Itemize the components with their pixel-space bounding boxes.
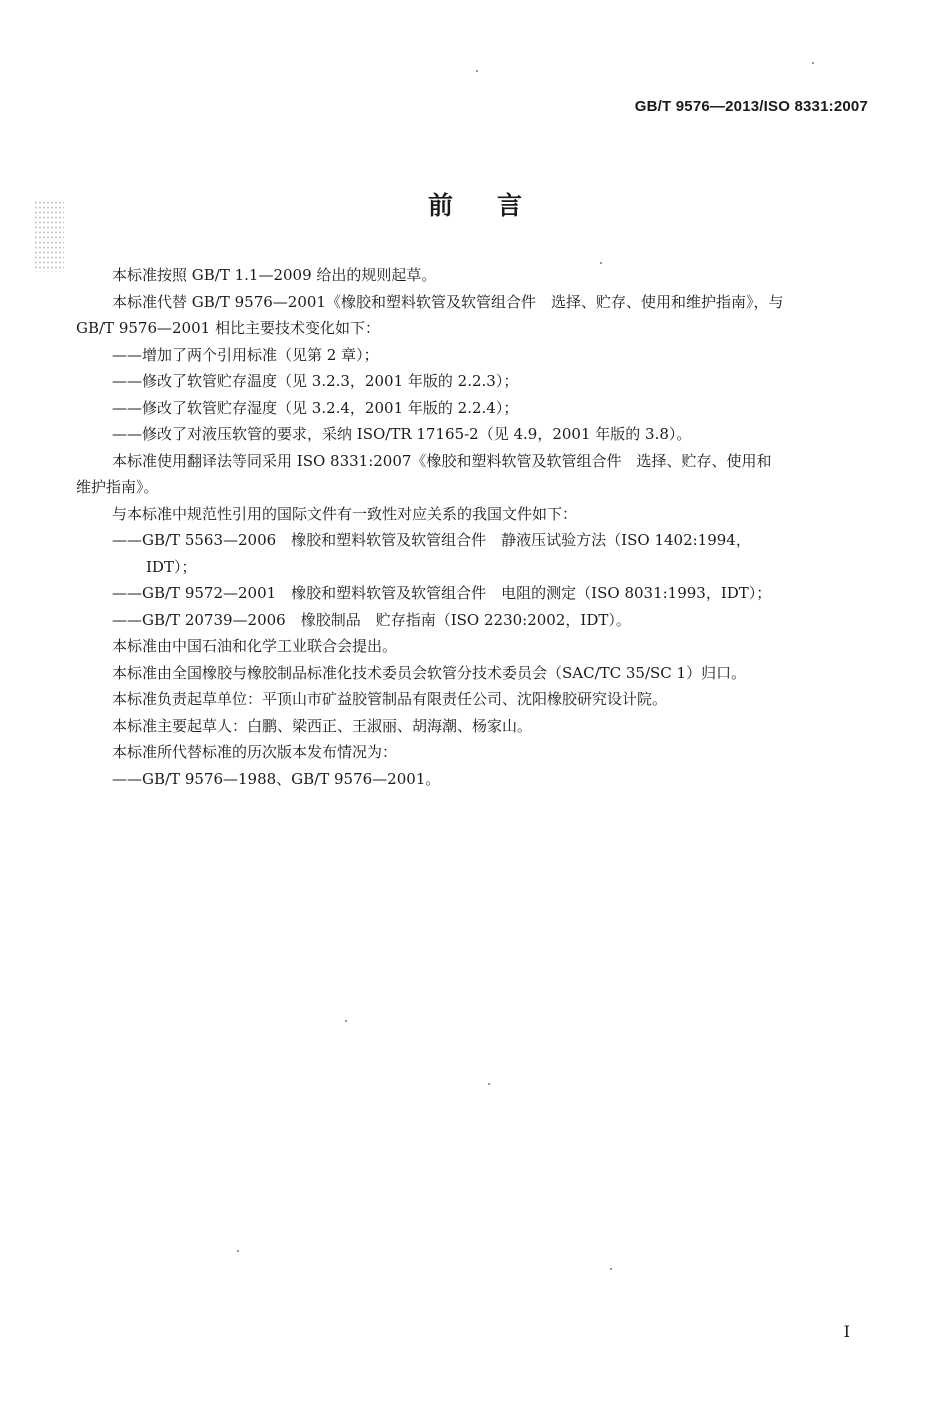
scan-speck (812, 62, 814, 64)
reference-item: ——GB/T 9572—2001 橡胶和塑料软管及软管组合件 电阻的测定（ISO 8031:1993，IDT）； (112, 584, 772, 602)
reference-item-line2: IDT）； (146, 557, 197, 576)
change-item: ——修改了软管贮存温度（见 3.2.3，2001 年版的 2.2.3）； (112, 372, 519, 390)
change-item: ——修改了对液压软管的要求，采纳 ISO/TR 17165-2（见 4.9，2001 年版的 3.8）。 (112, 425, 692, 443)
paragraph-replacement-line2: GB/T 9576—2001 相比主要技术变化如下： (76, 319, 380, 337)
paragraph-correspondence: 与本标准中规范性引用的国际文件有一致性对应关系的我国文件如下： (112, 504, 578, 523)
change-item: ——修改了软管贮存湿度（见 3.2.4，2001 年版的 2.2.4）； (112, 398, 519, 417)
scan-speck (476, 70, 478, 72)
scan-speck (345, 1020, 347, 1022)
paragraph-adoption-line2: 维护指南》。 (76, 478, 159, 496)
scan-speck (610, 1268, 612, 1270)
paragraph-proposer: 本标准由中国石油和化学工业联合会提出。 (112, 637, 398, 655)
paragraph-drafting-rules: 本标准按照 GB/T 1.1—2009 给出的规则起草。 (112, 266, 437, 284)
paragraph-committee: 本标准由全国橡胶与橡胶制品标准化技术委员会软管分技术委员会（SAC/TC 35/SC 1）归口。 (112, 663, 747, 682)
scan-speck (488, 1083, 490, 1085)
paragraph-replacement-line1: 本标准代替 GB/T 9576—2001《橡胶和塑料软管及软管组合件 选择、贮存、使用和维护指南》，与 (112, 292, 784, 311)
paragraph-history-intro: 本标准所代替标准的历次版本发布情况为： (112, 743, 398, 761)
reference-item-line1: ——GB/T 5563—2006 橡胶和塑料软管及软管组合件 静液压试验方法（ISO 1402:1994， (112, 531, 751, 549)
standard-code-header: GB/T 9576—2013/ISO 8331:2007 (634, 98, 868, 115)
history-item: ——GB/T 9576—1988、GB/T 9576—2001。 (112, 769, 441, 788)
reference-item: ——GB/T 20739—2006 橡胶制品 贮存指南（ISO 2230:2002，IDT）。 (112, 610, 631, 629)
paragraph-drafters: 本标准主要起草人：白鹏、梁西正、王淑丽、胡海潮、杨家山。 (112, 716, 533, 735)
page-title: 前言 (427, 191, 566, 220)
preface-body (76, 262, 876, 792)
change-item: ——增加了两个引用标准（见第 2 章）； (112, 345, 379, 364)
paragraph-drafting-units: 本标准负责起草单位：平顶山市矿益胶管制品有限责任公司、沈阳橡胶研究设计院。 (112, 690, 668, 708)
page-number: I (843, 1322, 850, 1341)
scan-speck (237, 1250, 239, 1252)
paragraph-adoption-line1: 本标准使用翻译法等同采用 ISO 8331:2007《橡胶和塑料软管及软管组合件 选择、贮存、使用和 (112, 451, 772, 470)
